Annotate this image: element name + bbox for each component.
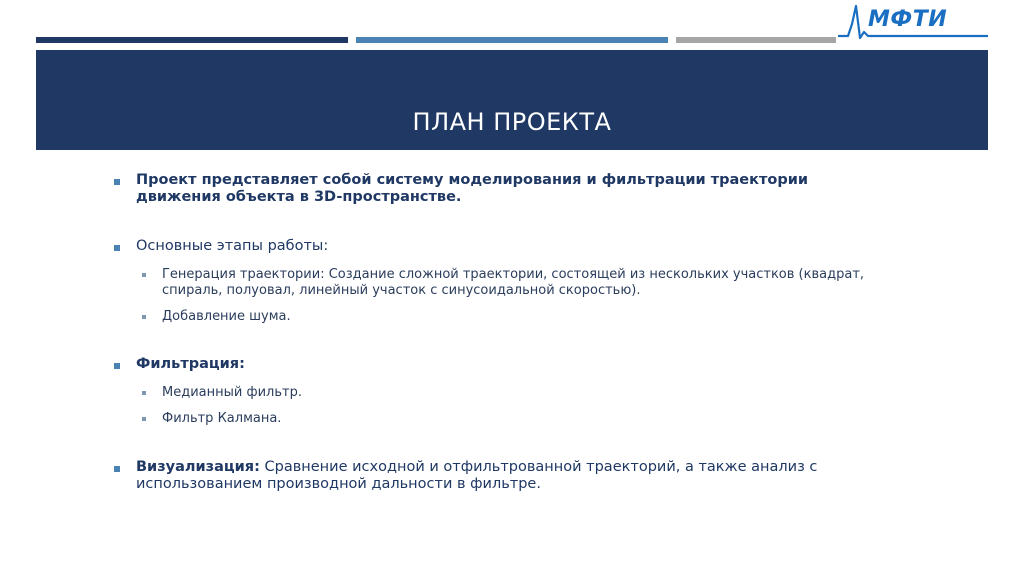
square-bullet-icon xyxy=(114,466,120,472)
header-stripe-gray xyxy=(676,37,836,43)
visualization-text: Сравнение исходной и отфильтрованной траекторий, а также анализ с использованием производной дальности в фильтре. xyxy=(136,459,818,492)
square-bullet-icon xyxy=(142,315,146,319)
mipt-logo xyxy=(838,2,990,46)
header-stripe-blue xyxy=(356,37,668,43)
median-text: Медианный фильтр. xyxy=(162,385,302,400)
square-bullet-icon xyxy=(114,245,120,251)
slide-title: ПЛАН ПРОЕКТА xyxy=(412,108,612,136)
stages-heading: Основные этапы работы: xyxy=(136,238,329,254)
bullet-project-description xyxy=(112,172,882,206)
sub-bullet-noise xyxy=(136,309,882,325)
bullet-visualization xyxy=(112,459,882,493)
square-bullet-icon xyxy=(142,417,146,421)
bullet-filtering xyxy=(112,356,882,373)
noise-text: Добавление шума. xyxy=(162,309,291,324)
bullet-stages xyxy=(112,238,882,255)
visualization-heading: Визуализация: xyxy=(136,459,260,475)
sub-bullet-median xyxy=(136,385,882,401)
kalman-text: Фильтр Калмана. xyxy=(162,411,282,426)
square-bullet-icon xyxy=(114,363,120,369)
sub-bullet-generation xyxy=(136,267,882,299)
square-bullet-icon xyxy=(114,179,120,185)
filtering-heading: Фильтрация: xyxy=(136,356,245,372)
square-bullet-icon xyxy=(142,391,146,395)
square-bullet-icon xyxy=(142,273,146,277)
slide-content xyxy=(112,172,882,493)
sub-bullet-kalman xyxy=(136,411,882,427)
header-stripe-navy xyxy=(36,37,348,43)
generation-text: Генерация траектории: Создание сложной траектории, состоящей из нескольких участков (квадрат, спираль, полуовал, линейный участок с синусоидальной скоростью). xyxy=(162,267,865,298)
project-description-text: Проект представляет собой систему моделирования и фильтрации траектории движения объекта в 3D-пространстве. xyxy=(136,172,809,205)
title-banner xyxy=(36,50,988,150)
logo-text: МФТИ xyxy=(868,7,948,32)
